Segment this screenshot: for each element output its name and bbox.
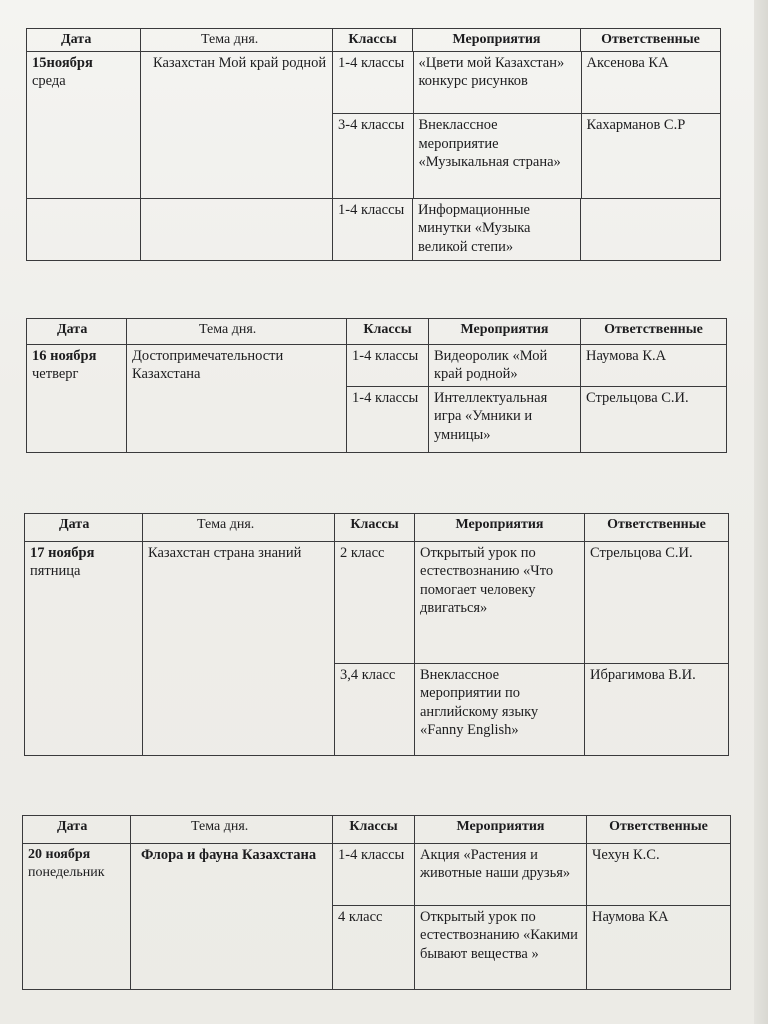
- date-text: 16 ноября: [32, 348, 97, 364]
- day-theme: [127, 345, 347, 453]
- schedule-table-20-nov: [22, 815, 731, 990]
- header-date: Дата: [25, 514, 143, 542]
- weekday-text: среда: [32, 73, 66, 90]
- schedule-table-17-nov: [24, 513, 729, 756]
- header-responsible: Ответственные: [587, 816, 731, 844]
- theme-text: Казахстан Мой край родной: [153, 54, 327, 71]
- empty-cell: [27, 198, 141, 260]
- table-row: [333, 114, 721, 198]
- responsible-cell: Наумова К.А: [581, 345, 727, 387]
- header-events: Мероприятия: [429, 319, 581, 345]
- header-date: Дата: [23, 816, 131, 844]
- day-theme: [141, 51, 333, 198]
- day-date: [25, 542, 143, 756]
- event-cell: Внеклассное мероприятие «Музыкальная страна»: [413, 114, 581, 198]
- subrows: [333, 52, 721, 198]
- table-row: [333, 52, 721, 114]
- header-row: [27, 29, 721, 52]
- header-date: Дата: [27, 29, 141, 52]
- empty-cell: [141, 198, 333, 260]
- header-classes: Классы: [347, 319, 429, 345]
- header-date: Дата: [27, 319, 127, 345]
- schedule-table-15-nov: [26, 28, 721, 261]
- responsible-cell: Кахарманов С.Р: [581, 114, 721, 198]
- event-cell: Интеллектуальная игра «Умники и умницы»: [429, 386, 581, 452]
- classes-cell: 3-4 классы: [333, 114, 413, 198]
- page-edge: [754, 0, 768, 1024]
- header-classes: Классы: [333, 29, 413, 52]
- day-date: [23, 844, 131, 990]
- event-cell: Акция «Растения и животные наши друзья»: [415, 844, 587, 906]
- event-cell: Открытый урок по естествознанию «Что помогает человеку двигаться»: [415, 542, 585, 664]
- classes-cell: 1-4 классы: [333, 844, 415, 906]
- theme-text: Казахстан страна знаний: [148, 545, 302, 561]
- classes-cell: 2 класс: [335, 542, 415, 664]
- responsible-cell: Стрельцова С.И.: [585, 542, 729, 664]
- header-classes: Классы: [335, 514, 415, 542]
- table-row: [23, 844, 731, 906]
- theme-text: Флора и фауна Казахстана: [141, 847, 317, 863]
- event-cell: Видеоролик «Мой край родной»: [429, 345, 581, 387]
- classes-cell: 1-4 классы: [347, 345, 429, 387]
- classes-cell: 3,4 класс: [335, 664, 415, 756]
- responsible-cell: Аксенова КА: [581, 52, 721, 114]
- header-theme: Тема дня.: [131, 816, 333, 844]
- header-responsible: Ответственные: [581, 319, 727, 345]
- weekday-text: четверг: [32, 366, 79, 383]
- header-responsible: Ответственные: [581, 29, 721, 52]
- header-row: [25, 514, 729, 542]
- header-row: [23, 816, 731, 844]
- theme-text: Достопримечательности Казахстана: [132, 348, 284, 383]
- header-row: [27, 319, 727, 345]
- header-theme: Тема дня.: [141, 29, 333, 52]
- responsible-cell: Стрельцова С.И.: [581, 386, 727, 452]
- classes-cell: 4 класс: [333, 906, 415, 990]
- event-cell: Открытый урок по естествознанию «Какими бывают вещества »: [415, 906, 587, 990]
- header-events: Мероприятия: [415, 816, 587, 844]
- header-events: Мероприятия: [413, 29, 581, 52]
- header-classes: Классы: [333, 816, 415, 844]
- table-row: [27, 198, 721, 260]
- date-text: 15ноября: [32, 54, 93, 71]
- classes-cell: 1-4 классы: [347, 386, 429, 452]
- day-theme: [131, 844, 333, 990]
- responsible-cell: Чехун К.С.: [587, 844, 731, 906]
- responsible-cell: [581, 198, 721, 260]
- header-events: Мероприятия: [415, 514, 585, 542]
- responsible-cell: Ибрагимова В.И.: [585, 664, 729, 756]
- day-date: [27, 51, 141, 198]
- event-cell: Информационные минутки «Музыка великой степи»: [413, 198, 581, 260]
- date-text: 17 ноября: [30, 545, 95, 561]
- schedule-table-16-nov: [26, 318, 727, 453]
- table-row: [27, 345, 727, 387]
- table-cell-classes: [333, 51, 721, 198]
- classes-cell: 1-4 классы: [333, 52, 413, 114]
- classes-cell: 1-4 классы: [333, 198, 413, 260]
- header-responsible: Ответственные: [585, 514, 729, 542]
- weekday-text: понедельник: [28, 864, 105, 880]
- weekday-text: пятница: [30, 563, 81, 580]
- header-theme: Тема дня.: [143, 514, 335, 542]
- header-theme: Тема дня.: [127, 319, 347, 345]
- table-row: [25, 542, 729, 664]
- day-theme: [143, 542, 335, 756]
- responsible-cell: Наумова КА: [587, 906, 731, 990]
- date-text: 20 ноября: [28, 847, 91, 862]
- event-cell: Внеклассное мероприятии по английскому языку «Fanny English»: [415, 664, 585, 756]
- event-cell: «Цвети мой Казахстан» конкурс рисунков: [413, 52, 581, 114]
- day-date: [27, 345, 127, 453]
